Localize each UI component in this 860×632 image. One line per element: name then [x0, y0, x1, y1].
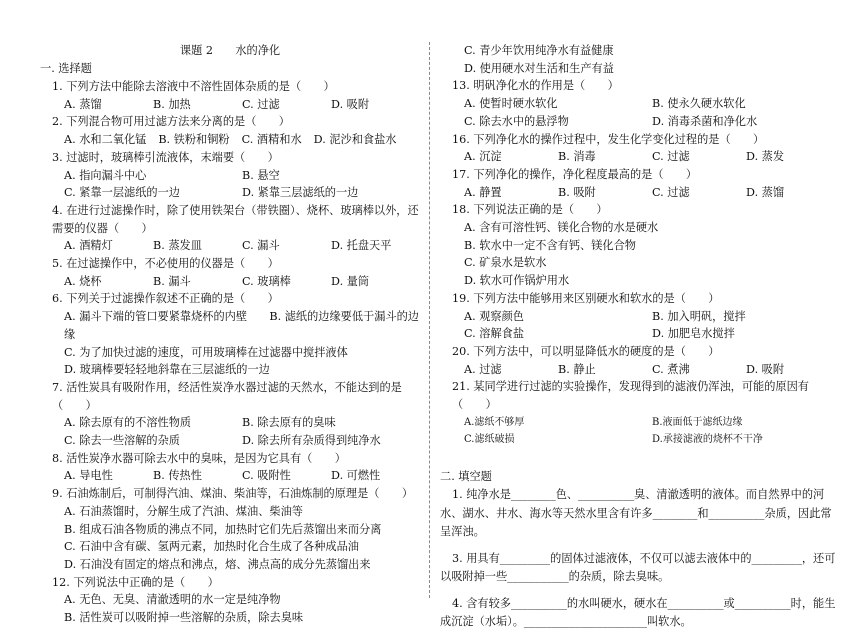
question-stem: 19. 下列方法中能够用来区别硬水和软水的是（ ）	[452, 291, 720, 305]
left-questions	[40, 78, 420, 627]
question-stem: 9. 石油炼制后，可制得汽油、煤油、柴油等，石油炼制的原理是（ ）	[52, 487, 414, 501]
option-row	[440, 148, 840, 166]
option: D. 泥沙和食盐水	[313, 133, 397, 147]
option-row	[40, 167, 420, 185]
option: D.承接滤液的烧杯不干净	[652, 434, 763, 446]
page-title: 课题 2 水的净化	[179, 44, 281, 57]
option-row	[440, 95, 840, 113]
option-row	[440, 184, 840, 202]
option: C. 煮沸	[652, 362, 690, 376]
option-row	[440, 308, 840, 326]
option: D. 托盘天平	[331, 239, 392, 253]
option-row	[40, 131, 420, 149]
question-stem: 16. 下列净化水的操作过程中，发生化学变化过程的是（ ）	[452, 132, 765, 146]
option-line: A. 石油蒸馏时，分解生成了汽油、煤油、柴油等	[64, 504, 303, 518]
option: A. 指向漏斗中心	[64, 168, 147, 182]
option: B. 悬空	[242, 168, 280, 182]
option: D. 量筒	[331, 274, 370, 288]
question-stem: 6. 下列关于过滤操作叙述不正确的是（ ）	[52, 292, 279, 306]
option: B. 漏斗	[153, 274, 191, 288]
option: C. 除去水中的悬浮物	[464, 114, 569, 128]
question-stem: 13. 明矾净化水的作用是（ ）	[452, 79, 619, 93]
option-line: D. 使用硬水对生活和生产有益	[464, 61, 614, 75]
option: C. 酒精和水	[241, 133, 302, 147]
option-row	[440, 361, 840, 379]
fill-question: 4. 含有较多__________的水叫硬水，硬水在__________或__________时，能生成沉淀（水垢）。______________________叫软水。	[440, 596, 836, 629]
option-line: B. 软水中一定不含有钙、镁化合物	[464, 238, 636, 252]
question-stem: 17. 下列净化的操作，净化程度最高的是（ ）	[452, 167, 698, 181]
option: D. 蒸馏	[746, 185, 785, 199]
option: D. 除去所有杂质得到纯净水	[242, 434, 381, 448]
option: C.滤纸破损	[464, 434, 515, 446]
option-row	[440, 414, 840, 432]
option: B. 铁粉和铜粉	[158, 133, 230, 147]
section-choice-heading: 一. 选择题	[40, 62, 92, 75]
option: B. 消毒	[558, 150, 596, 164]
fill-question: 1. 纯净水是________色、__________臭、清澈透明的液体。而自然界中的河水、湖水、井水、海水等天然水里含有许多________和__________杂质，因此常呈浑浊。	[440, 488, 832, 539]
option-line: A. 漏斗下端的管口要紧靠烧杯的内壁 B. 滤纸的边缘要低于漏斗的边缘	[64, 310, 419, 341]
option: D. 可燃性	[331, 469, 381, 483]
column-divider	[429, 42, 430, 598]
option: A. 导电性	[64, 469, 113, 483]
question-stem: 12. 下列说法中正确的是（ ）	[52, 575, 219, 589]
question-stem: 2. 下列混合物可用过滤方法来分离的是（ ）	[52, 115, 290, 129]
option-row	[440, 325, 840, 343]
question-stem: 5. 在过滤操作中，不必使用的仪器是（ ）	[52, 257, 279, 271]
option: B. 加入明矾，搅拌	[652, 309, 746, 323]
option-line: C. 为了加快过滤的速度，可用玻璃棒在过滤器中搅拌液体	[64, 345, 348, 359]
option-row	[40, 467, 420, 485]
question-stem: 3. 过滤时，玻璃棒引流液体，末端要（ ）	[52, 150, 279, 164]
question-stem: 1. 下列方法中能除去溶液中不溶性固体杂质的是（ ）	[52, 80, 335, 93]
option: D. 消毒杀菌和净化水	[652, 114, 758, 128]
section-fill-heading: 二. 填空题	[440, 470, 492, 484]
option-line: C. 青少年饮用纯净水有益健康	[464, 44, 614, 57]
option-row	[40, 432, 420, 450]
option: C. 吸附性	[242, 469, 291, 483]
option: B. 除去原有的臭味	[242, 416, 336, 430]
option: D. 加肥皂水搅拌	[652, 327, 735, 341]
option: D. 吸附	[746, 362, 785, 376]
option-line: D. 玻璃棒要轻轻地斜靠在三层滤纸的一边	[64, 363, 270, 377]
option: B. 使永久硬水软化	[652, 97, 746, 111]
fill-questions	[440, 486, 840, 632]
option: A. 使暂时硬水软化	[464, 97, 558, 111]
option: A. 水和二氧化锰	[64, 133, 147, 147]
question-stem: 21. 某同学进行过滤的实验操作，发现得到的滤液仍浑浊，可能的原因有（ ）	[452, 380, 809, 412]
option: A. 静置	[464, 185, 502, 199]
option: B. 加热	[153, 97, 191, 111]
option-row	[440, 431, 840, 449]
option-row	[40, 96, 420, 114]
question-stem: 4. 在进行过滤操作时，除了使用铁架台（带铁圈）、烧杯、玻璃棒以外，还需要的仪器（ ）	[52, 203, 419, 235]
option: A. 烧杯	[64, 274, 102, 288]
option: B. 传热性	[153, 469, 202, 483]
option: C. 溶解食盐	[464, 327, 525, 341]
option: A. 观察颜色	[464, 309, 524, 323]
option: B. 静止	[558, 362, 596, 376]
option: C. 玻璃棒	[242, 274, 291, 288]
option-line: D. 软水可作锅炉用水	[464, 274, 570, 288]
option: A. 酒精灯	[64, 239, 113, 253]
option: C. 漏斗	[242, 239, 280, 253]
option-line: B. 组成石油各物质的沸点不同，加热时它们先后蒸馏出来而分离	[64, 522, 382, 536]
option-line: D. 石油没有固定的熔点和沸点，熔、沸点高的成分先蒸馏出来	[64, 557, 371, 571]
option: B.液面低于滤纸边缘	[652, 416, 743, 428]
option: D. 吸附	[331, 97, 370, 111]
question-stem: 8. 活性炭净水器可除去水中的臭味，是因为它具有（ ）	[52, 451, 346, 465]
option-row	[40, 184, 420, 202]
option: D. 蒸发	[746, 150, 785, 164]
option: C. 过滤	[652, 185, 690, 199]
option: A. 蒸馏	[64, 97, 102, 111]
option: A. 过滤	[464, 362, 502, 376]
option-line: A. 无色、无臭、清澈透明的水一定是纯净物	[64, 593, 281, 607]
option-row	[40, 414, 420, 432]
question-stem: 20. 下列方法中，可以明显降低水的硬度的是（ ）	[452, 344, 720, 358]
option: C. 除去一些溶解的杂质	[64, 434, 180, 448]
option: C. 紧靠一层滤纸的一边	[64, 186, 180, 200]
right-column	[440, 42, 840, 632]
left-column	[40, 0, 420, 627]
option: C. 过滤	[242, 97, 280, 111]
option: A. 除去原有的不溶性物质	[64, 416, 192, 430]
option-line: A. 含有可溶性钙、镁化合物的水是硬水	[464, 221, 659, 235]
option: B. 蒸发皿	[153, 239, 202, 253]
option-row	[40, 273, 420, 291]
question-stem: 7. 活性炭具有吸附作用，经活性炭净水器过滤的天然水，不能达到的是（ ）	[52, 380, 402, 412]
option-row	[440, 113, 840, 131]
option: A. 沉淀	[464, 150, 502, 164]
option-line: C. 石油中含有碳、氢两元素，加热时化合生成了各种成品油	[64, 540, 359, 554]
option-line: C. 矿泉水是软水	[464, 256, 547, 270]
option: D. 紧靠三层滤纸的一边	[242, 186, 359, 200]
right-questions	[440, 42, 840, 449]
option: C. 过滤	[652, 150, 690, 164]
fill-question: 3. 用具有_________的固体过滤液体，不仅可以滤去液体中的_________，还可以吸附掉一些___________的杂质，除去臭味。	[440, 551, 836, 584]
option: A.滤纸不够厚	[464, 416, 525, 428]
option-row	[40, 237, 420, 255]
option-line: B. 活性炭可以吸附掉一些溶解的杂质，除去臭味	[64, 611, 304, 625]
question-stem: 18. 下列说法正确的是（ ）	[452, 203, 608, 217]
option: B. 吸附	[558, 185, 596, 199]
